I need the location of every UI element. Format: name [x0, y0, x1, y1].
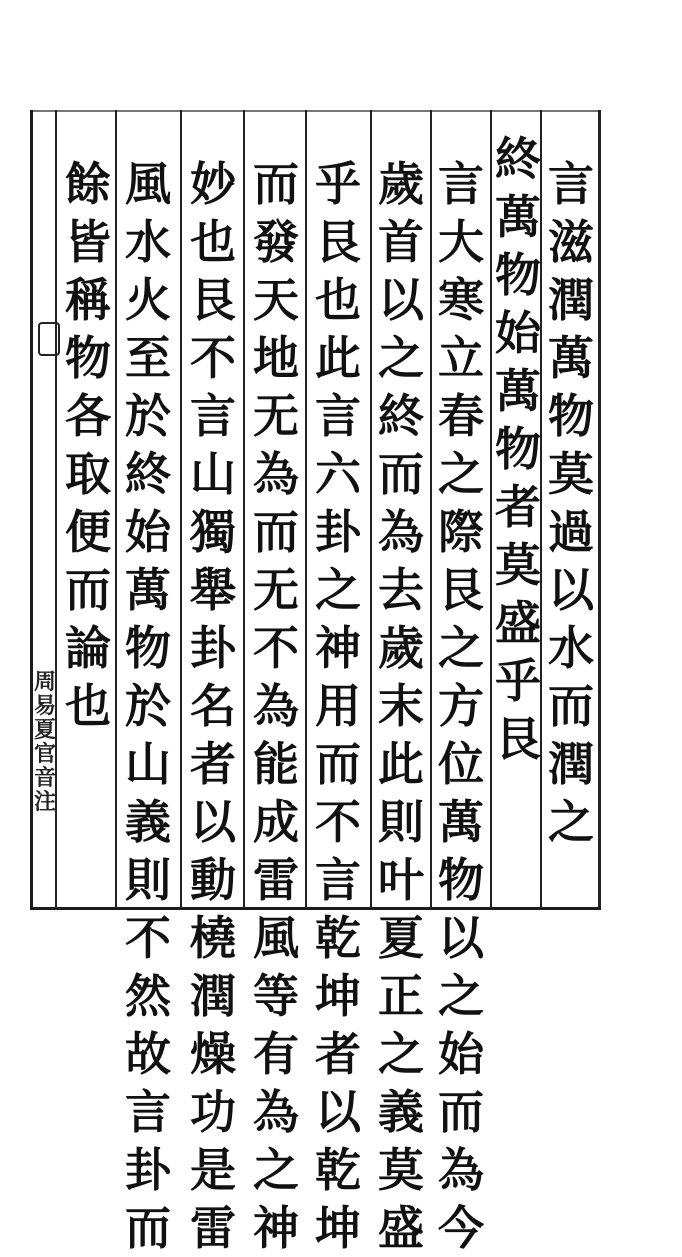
glyph: 於	[125, 389, 169, 443]
glyph: 歲	[378, 621, 422, 675]
glyph: 方	[438, 679, 482, 733]
margin-mark	[38, 322, 60, 356]
glyph: 神	[315, 621, 359, 675]
column-divider	[180, 110, 182, 910]
glyph: 始	[125, 505, 169, 559]
glyph: 論	[65, 621, 109, 675]
margin-glyph: 音	[33, 765, 56, 791]
page-frame	[30, 110, 600, 1255]
glyph: 發	[253, 215, 297, 269]
glyph: 歲	[378, 157, 422, 211]
glyph: 者	[315, 1027, 359, 1081]
glyph: 動	[190, 853, 234, 907]
glyph: 艮	[438, 563, 482, 617]
glyph: 於	[125, 679, 169, 733]
glyph: 終	[495, 132, 539, 186]
glyph: 萬	[438, 795, 482, 849]
glyph: 始	[495, 306, 539, 360]
glyph: 山	[125, 737, 169, 791]
glyph: 之	[548, 795, 592, 849]
glyph: 神	[253, 1201, 297, 1255]
text-column-4	[373, 155, 427, 1257]
glyph: 用	[315, 679, 359, 733]
glyph: 艮	[190, 273, 234, 327]
glyph: 終	[125, 447, 169, 501]
glyph: 今	[438, 1201, 482, 1255]
text-column-3	[433, 155, 487, 1257]
glyph: 坤	[315, 969, 359, 1023]
glyph: 物	[438, 853, 482, 907]
column-divider	[243, 110, 245, 910]
glyph: 物	[125, 621, 169, 675]
column-divider	[370, 110, 372, 910]
glyph: 天	[253, 273, 297, 327]
glyph: 火	[125, 273, 169, 327]
glyph: 而	[253, 157, 297, 211]
glyph: 大	[438, 215, 482, 269]
text-column-7	[185, 155, 239, 1257]
glyph: 无	[253, 563, 297, 617]
glyph: 則	[378, 795, 422, 849]
glyph: 物	[495, 422, 539, 476]
glyph: 而	[315, 737, 359, 791]
glyph: 際	[438, 505, 482, 559]
glyph: 盛	[378, 1201, 422, 1255]
glyph: 乎	[315, 157, 359, 211]
glyph: 風	[125, 157, 169, 211]
glyph: 萬	[125, 563, 169, 617]
glyph: 坤	[315, 1201, 359, 1255]
right-border	[598, 110, 601, 910]
glyph: 各	[65, 389, 109, 443]
margin-glyph: 易	[33, 693, 56, 719]
glyph: 此	[315, 331, 359, 385]
glyph: 皆	[65, 215, 109, 269]
margin-glyph: 夏	[33, 717, 56, 743]
glyph: 為	[253, 1085, 297, 1139]
text-column-9	[60, 155, 114, 735]
glyph: 艮	[315, 215, 359, 269]
glyph: 而	[125, 1201, 169, 1255]
glyph: 為	[378, 505, 422, 559]
glyph: 潤	[548, 737, 592, 791]
glyph: 莫	[495, 538, 539, 592]
glyph: 莫	[548, 447, 592, 501]
glyph: 以	[315, 1085, 359, 1139]
glyph: 不	[190, 331, 234, 385]
glyph: 去	[378, 563, 422, 617]
glyph: 卦	[190, 621, 234, 675]
glyph: 舉	[190, 563, 234, 617]
column-divider	[115, 110, 117, 910]
glyph: 立	[438, 331, 482, 385]
glyph: 故	[125, 1027, 169, 1081]
glyph: 之	[378, 1027, 422, 1081]
margin-glyph: 周	[33, 669, 56, 695]
glyph: 不	[315, 795, 359, 849]
column-divider	[305, 110, 307, 910]
glyph: 而	[548, 679, 592, 733]
glyph: 乎	[495, 654, 539, 708]
glyph: 以	[378, 273, 422, 327]
glyph: 夏	[378, 911, 422, 965]
glyph: 盛	[495, 596, 539, 650]
glyph: 風	[253, 911, 297, 965]
glyph: 正	[378, 969, 422, 1023]
glyph: 寒	[438, 273, 482, 327]
glyph: 莫	[378, 1143, 422, 1197]
glyph: 獨	[190, 505, 234, 559]
glyph: 以	[548, 563, 592, 617]
glyph: 言	[548, 157, 592, 211]
glyph: 之	[315, 563, 359, 617]
glyph: 也	[315, 273, 359, 327]
glyph: 雷	[190, 1201, 234, 1255]
glyph: 而	[253, 505, 297, 559]
glyph: 餘	[65, 157, 109, 211]
glyph: 為	[438, 1143, 482, 1197]
glyph: 者	[495, 480, 539, 534]
glyph: 燥	[190, 1027, 234, 1081]
glyph: 言	[315, 853, 359, 907]
glyph: 義	[378, 1085, 422, 1139]
glyph: 不	[253, 621, 297, 675]
glyph: 為	[253, 679, 297, 733]
glyph: 義	[125, 795, 169, 849]
glyph: 山	[190, 447, 234, 501]
glyph: 末	[378, 679, 422, 733]
glyph: 言	[190, 389, 234, 443]
text-column-8	[120, 155, 174, 1257]
glyph: 者	[190, 737, 234, 791]
column-divider	[430, 110, 432, 910]
glyph: 之	[438, 621, 482, 675]
glyph: 之	[438, 447, 482, 501]
glyph: 艮	[495, 712, 539, 766]
glyph: 六	[315, 447, 359, 501]
glyph: 為	[253, 447, 297, 501]
glyph: 萬	[548, 331, 592, 385]
text-column-2	[490, 130, 544, 768]
glyph: 滋	[548, 215, 592, 269]
glyph: 而	[65, 563, 109, 617]
glyph: 而	[438, 1085, 482, 1139]
glyph: 至	[125, 331, 169, 385]
glyph: 萬	[495, 364, 539, 418]
glyph: 无	[253, 389, 297, 443]
glyph: 潤	[190, 969, 234, 1023]
glyph: 也	[190, 215, 234, 269]
glyph: 萬	[495, 190, 539, 244]
glyph: 也	[65, 679, 109, 733]
glyph: 是	[190, 1143, 234, 1197]
glyph: 此	[378, 737, 422, 791]
glyph: 以	[438, 911, 482, 965]
glyph: 能	[253, 737, 297, 791]
glyph: 功	[190, 1085, 234, 1139]
glyph: 春	[438, 389, 482, 443]
text-column-6	[248, 155, 302, 1257]
glyph: 物	[548, 389, 592, 443]
margin-glyph: 官	[33, 741, 56, 767]
glyph: 便	[65, 505, 109, 559]
glyph: 不	[125, 911, 169, 965]
glyph: 言	[315, 389, 359, 443]
glyph: 則	[125, 853, 169, 907]
glyph: 物	[65, 331, 109, 385]
glyph: 名	[190, 679, 234, 733]
glyph: 等	[253, 969, 297, 1023]
glyph: 成	[253, 795, 297, 849]
glyph: 卦	[315, 505, 359, 559]
glyph: 乾	[315, 911, 359, 965]
glyph: 過	[548, 505, 592, 559]
glyph: 稱	[65, 273, 109, 327]
glyph: 以	[190, 795, 234, 849]
glyph: 水	[125, 215, 169, 269]
glyph: 言	[438, 157, 482, 211]
glyph: 地	[253, 331, 297, 385]
glyph: 妙	[190, 157, 234, 211]
glyph: 雷	[253, 853, 297, 907]
text-column-1	[543, 155, 597, 851]
glyph: 叶	[378, 853, 422, 907]
glyph: 而	[378, 447, 422, 501]
glyph: 卦	[125, 1143, 169, 1197]
glyph: 然	[125, 969, 169, 1023]
glyph: 有	[253, 1027, 297, 1081]
glyph: 橈	[190, 911, 234, 965]
glyph: 乾	[315, 1143, 359, 1197]
margin-note	[33, 670, 57, 814]
glyph: 水	[548, 621, 592, 675]
margin-glyph: 注	[33, 789, 56, 815]
glyph: 位	[438, 737, 482, 791]
glyph: 之	[253, 1143, 297, 1197]
glyph: 潤	[548, 273, 592, 327]
text-column-5	[310, 155, 364, 1257]
glyph: 之	[438, 969, 482, 1023]
glyph: 言	[125, 1085, 169, 1139]
glyph: 物	[495, 248, 539, 302]
glyph: 始	[438, 1027, 482, 1081]
glyph: 取	[65, 447, 109, 501]
glyph: 之	[378, 331, 422, 385]
glyph: 首	[378, 215, 422, 269]
glyph: 終	[378, 389, 422, 443]
